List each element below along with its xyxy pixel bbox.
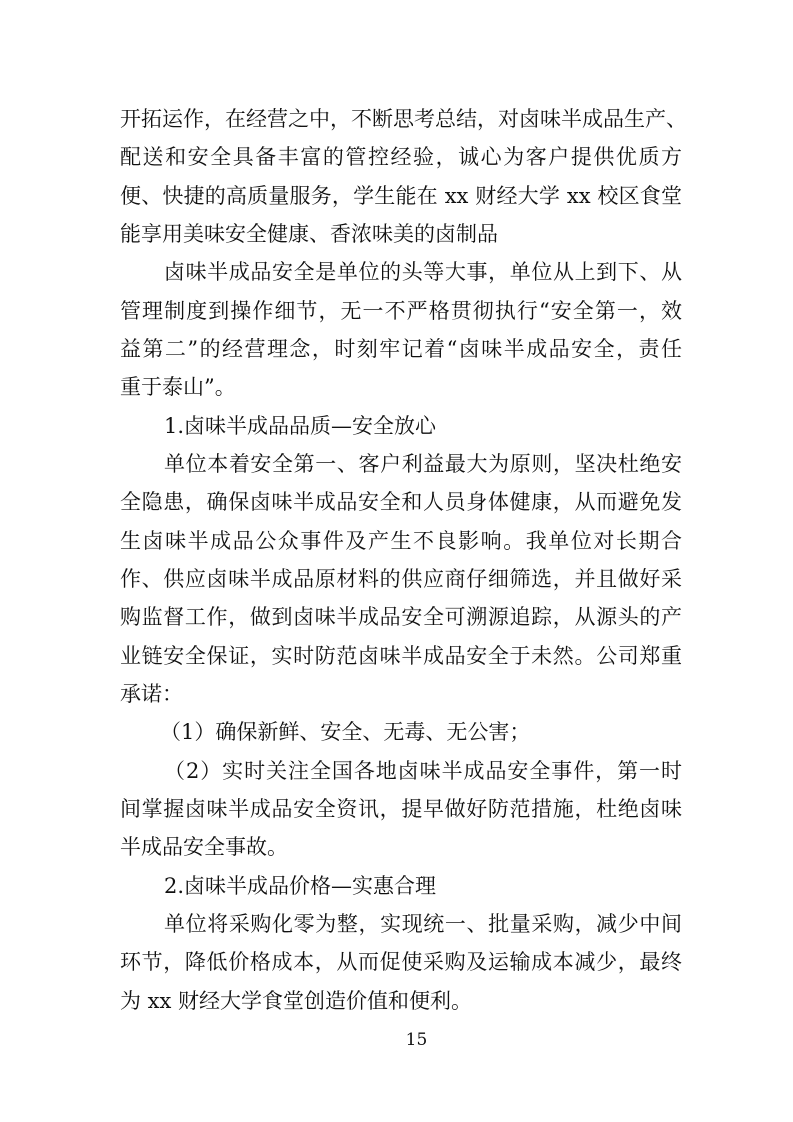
text-line: 2.卤味半成品价格—实惠合理 (164, 873, 437, 898)
text-line: （1）确保新鲜、安全、无毒、无公害； (160, 720, 531, 745)
paragraph (120, 713, 682, 751)
text-line: 业链安全保证，实时防范卤味半成品安全于未然。公司郑重 (120, 643, 682, 668)
text-line: 全隐患，确保卤味半成品安全和人员身体健康，从而避免发 (120, 490, 682, 515)
text-line: 环节，降低价格成本，从而促使采购及运输成本减少，最终 (120, 950, 682, 975)
text-line: 生卤味半成品公众事件及产生不良影响。我单位对长期合 (120, 528, 682, 553)
paragraph (120, 752, 682, 867)
text-line: 便、快捷的高质量服务，学生能在 xx 财经大学 xx 校区食堂 (120, 183, 682, 208)
text-line: 能享用美味安全健康、香浓味美的卤制品 (120, 221, 498, 246)
text-line: 半成品安全事故。 (120, 835, 288, 860)
paragraph (120, 867, 682, 905)
text-line: （2）实时关注全国各地卤味半成品安全事件，第一时 (164, 758, 682, 783)
text-line: 卤味半成品安全是单位的头等大事，单位从上到下、从 (164, 260, 682, 285)
paragraph (120, 253, 682, 406)
text-line: 承诺： (120, 681, 183, 706)
text-line: 为 xx 财经大学食堂创造价值和便利。 (120, 988, 473, 1013)
paragraph (120, 407, 682, 445)
text-line: 单位本着安全第一、客户利益最大为原则，坚决杜绝安 (164, 451, 682, 476)
text-line: 间掌握卤味半成品安全资讯，提早做好防范措施，杜绝卤味 (120, 796, 682, 821)
text-line: 配送和安全具备丰富的管控经验，诚心为客户提供优质方 (120, 145, 682, 170)
text-line: 购监督工作，做到卤味半成品安全可溯源追踪，从源头的产 (120, 605, 682, 630)
text-line: 单位将采购化零为整，实现统一、批量采购，减少中间 (164, 911, 682, 936)
text-line: 管理制度到操作细节，无一不严格贯彻执行“安全第一，效 (120, 298, 682, 323)
paragraph (120, 100, 687, 253)
text-line: 益第二”的经营理念，时刻牢记着“卤味半成品安全，责任 (120, 336, 682, 361)
text-line: 重于泰山”。 (120, 375, 236, 400)
page-number: 15 (405, 1030, 428, 1050)
document-body (120, 100, 687, 1020)
text-line: 作、供应卤味半成品原材料的供应商仔细筛选，并且做好采 (120, 566, 682, 591)
paragraph (120, 445, 682, 713)
text-line: 1.卤味半成品品质—安全放心 (164, 413, 437, 438)
paragraph (120, 905, 682, 1020)
text-line: 开拓运作，在经营之中，不断思考总结，对卤味半成品生产、 (120, 107, 687, 131)
